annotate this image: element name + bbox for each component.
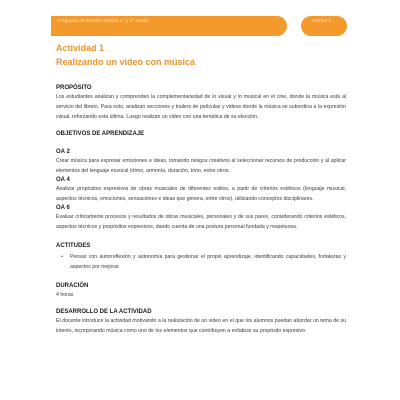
unit-label: Unidad 1 bbox=[312, 19, 332, 24]
purpose-text: Los estudiantes analizan y comprenden la complementariedad de lo visual y lo musical en el cine, donde la música está al servicio del libreto. Para esto, analizan secciones y trailers de películas y videos donde la música se subordina a la expresión visual, reforzando esta última. Luego realizan un video con una temática de su elección. bbox=[56, 94, 346, 120]
attitude-text: Pensar con autorreflexión y autonomía para gestionar el propio aprendizaje, identificando capacidades, fortalezas y aspectos por mejorar. bbox=[70, 254, 346, 270]
activity-number: Actividad 1 bbox=[56, 43, 105, 53]
oa2-text: Crear música para expresar emociones e ideas, tomando riesgos creativos al seleccionar recursos de producción y al aplicar elementos del lenguaje musical (ritmo, armonía, duración, tono, entre otros. bbox=[56, 158, 346, 174]
bullet-marker: • bbox=[61, 254, 63, 260]
document-body bbox=[56, 84, 346, 336]
duration-heading: DURACIÓN bbox=[56, 283, 89, 289]
objectives-heading: OBJETIVOS DE APRENDIZAJE bbox=[56, 131, 145, 137]
attitude-list-item bbox=[56, 252, 346, 272]
attitudes-heading: ACTITUDES bbox=[56, 243, 91, 249]
purpose-heading: PROPÓSITO bbox=[56, 85, 92, 91]
development-text: El docente introduce la actividad motivando a la realización de un video en el que los alumnos puedan abordar un tema de su interés, incorporando música como uno de los elementos que contribuyen a enfatizar su propósito expresivo. bbox=[56, 318, 346, 334]
program-title: Programa de Estudio Música 3° y 4° medio bbox=[57, 19, 149, 24]
activity-title: Realizando un video con música bbox=[56, 57, 196, 67]
oa6-text: Evaluar críticamente procesos y resultados de obras musicales, personales y de sus pares, considerando criterios estéticos, aspectos técnicos y propósitos expresivos, dando cuenta de una postura personal fundada y respetuosa. bbox=[56, 214, 346, 230]
development-heading: DESARROLLO DE LA ACTIVIDAD bbox=[56, 309, 152, 315]
duration-text: 4 horas bbox=[56, 292, 74, 298]
oa6-heading: OA 6 bbox=[56, 205, 70, 211]
oa2-heading: OA 2 bbox=[56, 149, 70, 155]
oa4-heading: OA 4 bbox=[56, 177, 70, 183]
oa4-text: Analizar propósitos expresivos de obras musicales de diferentes estilos, a partir de criterios estéticos (lenguaje musical, aspectos técnicos, emociones, sensaciones e ideas que genera, entre otros), utilizando conceptos disciplinares. bbox=[56, 186, 346, 202]
